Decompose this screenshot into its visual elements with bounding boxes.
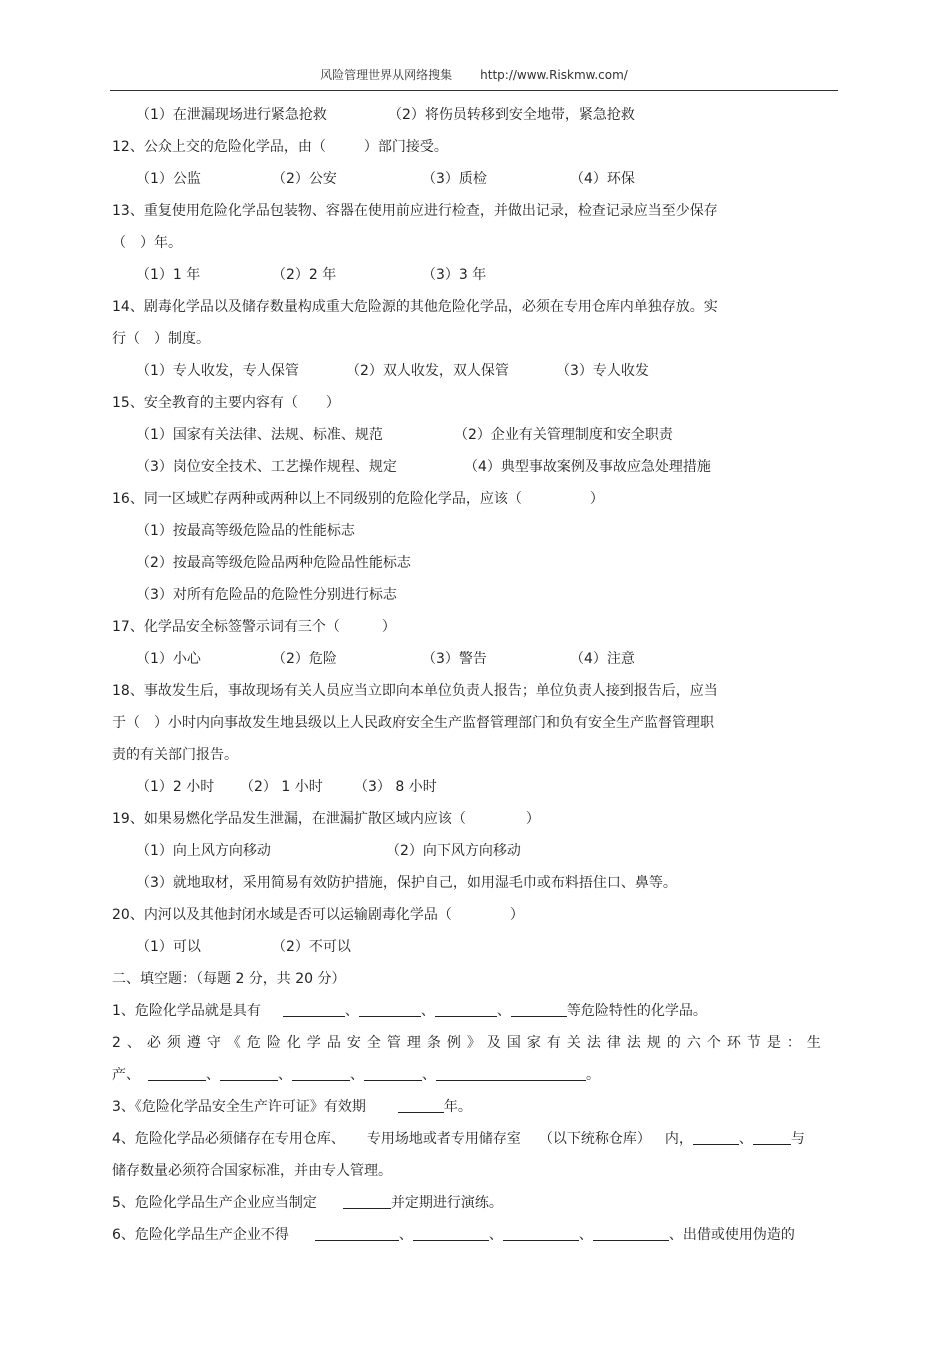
q14-option-1: （1）专人收发，专人保管 xyxy=(136,363,299,379)
f1-end: 等危险特性的化学品。 xyxy=(566,1003,707,1019)
fill-question-4 xyxy=(112,1130,805,1148)
f4-blank-2[interactable] xyxy=(753,1130,791,1145)
header-divider xyxy=(110,90,838,91)
q15-option-3: （3）岗位安全技术、工艺操作规程、规定 xyxy=(136,459,397,475)
f2-blank-3[interactable] xyxy=(292,1066,350,1081)
q11-option-2: （2）将伤员转移到安全地带，紧急抢救 xyxy=(388,107,635,123)
f2-blank-4[interactable] xyxy=(364,1066,422,1081)
f2-sep-4: 、 xyxy=(422,1067,436,1083)
q12-stem-b: ）部门接受。 xyxy=(363,139,448,155)
f6-blank-3[interactable] xyxy=(503,1226,579,1241)
f4-stem-c: （以下统称仓库） xyxy=(538,1131,651,1147)
q14-option-2: （2）双人收发，双人保管 xyxy=(346,363,509,379)
f2-sep-3: 、 xyxy=(350,1067,364,1083)
f4-line2: 储存数量必须符合国家标准，并由专人管理。 xyxy=(112,1163,392,1179)
f1-sep-1: 、 xyxy=(344,1003,359,1019)
q18-option-3: （3） 8 小时 xyxy=(354,779,437,795)
f4-stem-a: 4、危险化学品必须储存在专用仓库、 xyxy=(112,1131,345,1147)
q19-option-1: （1）向上风方向移动 xyxy=(136,843,271,859)
q16-option-1: （1）按最高等级危险品的性能标志 xyxy=(136,523,355,539)
f1-blank-1[interactable] xyxy=(283,1002,345,1017)
f2-blank-1[interactable] xyxy=(148,1066,206,1081)
q11-option-1: （1）在泄漏现场进行紧急抢救 xyxy=(136,107,327,123)
header-site: 风险管理世界从网络搜集 xyxy=(320,68,453,82)
page-header xyxy=(110,66,838,83)
q14-stem-line2: 行（ ）制度。 xyxy=(112,331,210,347)
section-2-title: 二、填空题：（每题 2 分，共 20 分） xyxy=(112,971,346,987)
f5-stem: 5、危险化学品生产企业应当制定 xyxy=(112,1195,317,1211)
q12-option-4: （4）环保 xyxy=(570,171,635,187)
q12-option-3: （3）质检 xyxy=(422,171,487,187)
q15-stem: 15、安全教育的主要内容有（ ） xyxy=(112,395,340,411)
q12-option-2: （2）公安 xyxy=(272,171,337,187)
f4-blank-1[interactable] xyxy=(693,1130,739,1145)
fill-question-2 xyxy=(112,1066,600,1084)
f4-stem-b: 专用场地或者专用储存室 xyxy=(366,1131,521,1147)
q13-stem-line2: （ ）年。 xyxy=(112,235,182,251)
q13-stem-line1: 13、重复使用危险化学品包装物、容器在使用前应进行检查，并做出记录，检查记录应当至少保存 xyxy=(112,203,718,219)
f2-line1: 2、必须遵守《危险化学品安全管理条例》及国家有关法律法规的六个环节是：生 xyxy=(112,1035,827,1051)
q20-option-1: （1）可以 xyxy=(136,939,201,955)
q18-stem-line3: 责的有关部门报告。 xyxy=(112,747,238,763)
fill-question-6 xyxy=(112,1226,795,1244)
q17-stem-a: 17、化学品安全标签警示词有三个（ xyxy=(112,619,340,635)
q18-stem-line1: 18、事故发生后，事故现场有关人员应当立即向本单位负责人报告；单位负责人接到报告后，应当 xyxy=(112,683,718,699)
question-19 xyxy=(112,810,540,828)
q20-stem-b: ） xyxy=(509,907,524,923)
q12-stem-a: 12、公众上交的危险化学品，由（ xyxy=(112,139,326,155)
f2-blank-2[interactable] xyxy=(220,1066,278,1081)
q12-option-1: （1）公监 xyxy=(136,171,201,187)
q15-option-2: （2）企业有关管理制度和安全职责 xyxy=(454,427,673,443)
q19-stem-b: ） xyxy=(525,811,540,827)
f6-blank-4[interactable] xyxy=(593,1226,669,1241)
f1-stem: 1、危险化学品就是具有 xyxy=(112,1003,261,1019)
q17-stem-b: ） xyxy=(381,619,396,635)
question-12 xyxy=(112,138,448,156)
f1-blank-2[interactable] xyxy=(359,1002,421,1017)
q16-option-2: （2）按最高等级危险品两种危险品性能标志 xyxy=(136,555,411,571)
f4-sep: 、 xyxy=(738,1131,753,1147)
q13-option-3: （3）3 年 xyxy=(422,267,487,283)
q17-option-4: （4）注意 xyxy=(570,651,635,667)
f3-stem: 3、《危险化学品安全生产许可证》有效期 xyxy=(112,1099,366,1115)
q18-stem-line2: 于（ ）小时内向事故发生地县级以上人民政府安全生产监督管理部门和负有安全生产监督管理职 xyxy=(112,715,714,731)
q14-stem-line1: 14、剧毒化学品以及储存数量构成重大危险源的其他危险化学品，必须在专用仓库内单独存放。实 xyxy=(112,299,718,315)
f1-blank-3[interactable] xyxy=(435,1002,497,1017)
f2-sep-1: 、 xyxy=(206,1067,220,1083)
q15-option-4: （4）典型事故案例及事故应急处理措施 xyxy=(464,459,711,475)
f6-sep-3: 、 xyxy=(578,1227,593,1243)
question-20 xyxy=(112,906,524,924)
f4-stem-d: 内， xyxy=(664,1131,693,1147)
fill-question-3 xyxy=(112,1098,472,1116)
f2-end: 。 xyxy=(586,1067,600,1083)
f6-blank-1[interactable] xyxy=(315,1226,399,1241)
f2-blank-5[interactable] xyxy=(436,1066,586,1081)
q17-option-3: （3）警告 xyxy=(422,651,487,667)
q19-option-2: （2）向下风方向移动 xyxy=(386,843,521,859)
q17-option-1: （1）小心 xyxy=(136,651,201,667)
header-url[interactable]: http://www.Riskmw.com/ xyxy=(480,68,628,82)
fill-question-1 xyxy=(112,1002,707,1020)
f1-blank-4[interactable] xyxy=(511,1002,567,1017)
q19-stem-a: 19、如果易燃化学品发生泄漏，在泄漏扩散区域内应该（ xyxy=(112,811,466,827)
f5-blank-1[interactable] xyxy=(343,1194,391,1209)
q17-option-2: （2）危险 xyxy=(272,651,337,667)
f4-stem-e: 与 xyxy=(790,1131,805,1147)
f1-sep-2: 、 xyxy=(420,1003,435,1019)
f3-blank-1[interactable] xyxy=(398,1098,444,1113)
f3-end: 年。 xyxy=(443,1099,472,1115)
fill-question-5 xyxy=(112,1194,503,1212)
q16-stem-a: 16、同一区域贮存两种或两种以上不同级别的危险化学品，应该（ xyxy=(112,491,522,507)
q13-option-2: （2）2 年 xyxy=(272,267,337,283)
f5-end: 并定期进行演练。 xyxy=(390,1195,503,1211)
q18-option-1: （1）2 小时 xyxy=(136,779,215,795)
q16-option-3: （3）对所有危险品的危险性分别进行标志 xyxy=(136,587,397,603)
f6-blank-2[interactable] xyxy=(413,1226,489,1241)
q14-option-3: （3）专人收发 xyxy=(556,363,649,379)
question-17 xyxy=(112,618,396,636)
f6-sep-1: 、 xyxy=(398,1227,413,1243)
q20-stem-a: 20、内河以及其他封闭水域是否可以运输剧毒化学品（ xyxy=(112,907,452,923)
f2-sep-2: 、 xyxy=(278,1067,292,1083)
question-16 xyxy=(112,490,604,508)
q19-option-3: （3）就地取材，采用简易有效防护措施，保护自己，如用湿毛巾或布料捂住口、鼻等。 xyxy=(136,875,677,891)
f6-end: 、出借或使用伪造的 xyxy=(668,1227,795,1243)
q15-option-1: （1）国家有关法律、法规、标准、规范 xyxy=(136,427,383,443)
q18-option-2: （2） 1 小时 xyxy=(240,779,323,795)
q16-stem-b: ） xyxy=(589,491,604,507)
f2-stem: 产、 xyxy=(112,1067,140,1083)
f1-sep-3: 、 xyxy=(496,1003,511,1019)
f6-stem: 6、危险化学品生产企业不得 xyxy=(112,1227,289,1243)
q13-option-1: （1）1 年 xyxy=(136,267,201,283)
q20-option-2: （2）不可以 xyxy=(272,939,351,955)
f6-sep-2: 、 xyxy=(488,1227,503,1243)
